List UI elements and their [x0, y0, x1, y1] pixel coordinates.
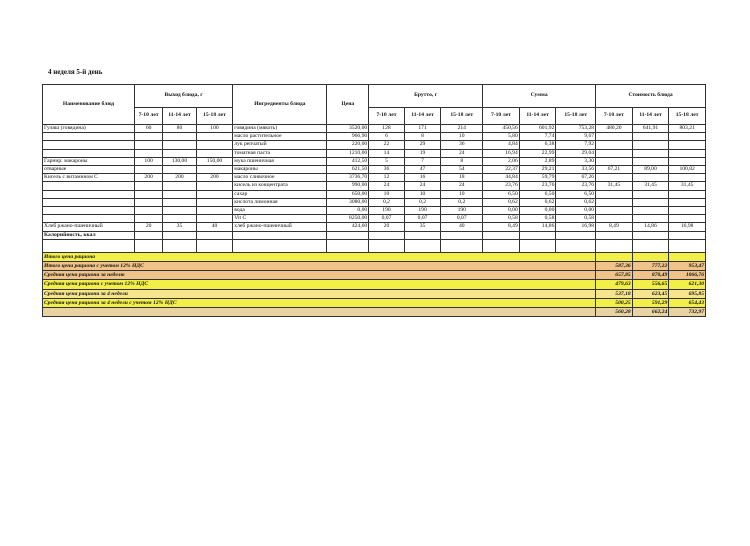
gross-cell: 5 [369, 157, 405, 165]
sum-cell: 4,84 [483, 141, 520, 149]
header-sum: Сумма [483, 85, 596, 108]
summary-label: Средняя цена рациона за 4 недели [43, 289, 596, 298]
cost-cell: 100,82 [669, 166, 706, 174]
summary-value: 587,36 [596, 262, 633, 271]
sum-cell: 22,37 [483, 166, 520, 174]
output-cell: 200 [196, 174, 233, 182]
gross-cell: 24 [404, 182, 441, 190]
cost-cell: 31,45 [632, 182, 669, 190]
cost-cell [669, 207, 706, 215]
cost-cell [596, 207, 633, 215]
output-cell [196, 198, 233, 206]
gross-cell: 14 [369, 149, 405, 157]
table-cell [596, 239, 633, 252]
summary-row [43, 252, 706, 261]
cost-cell [632, 141, 669, 149]
summary-value: 500,25 [596, 298, 633, 307]
output-cell [196, 149, 233, 157]
output-cell [163, 215, 196, 223]
price-cell: 1210,00 [327, 149, 369, 157]
cost-cell [669, 149, 706, 157]
output-cell [196, 215, 233, 223]
gross-cell: 19 [404, 149, 441, 157]
header-ingredients: Ингредиенты блюда [233, 85, 327, 125]
cost-cell [669, 133, 706, 141]
sum-cell: 33,56 [556, 166, 596, 174]
sum-cell: 9,67 [556, 133, 596, 141]
gross-cell: 20 [369, 223, 405, 231]
cost-cell: 89,00 [632, 166, 669, 174]
summary-label: Средняя цена рациона с учетом 12% НДС [43, 280, 596, 289]
gross-cell: 214 [441, 125, 483, 133]
summary-row [43, 289, 706, 298]
output-cell [135, 207, 163, 215]
gross-cell: 128 [369, 125, 405, 133]
price-cell: 412,50 [327, 157, 369, 165]
sum-cell: 8,49 [483, 223, 520, 231]
sum-cell: 450,56 [483, 125, 520, 133]
summary-value: 654,43 [669, 298, 706, 307]
summary-row [43, 262, 706, 271]
header-cost: Стоимость блюда [596, 85, 706, 108]
table-cell [556, 231, 596, 239]
output-cell [163, 141, 196, 149]
table-row [43, 182, 706, 190]
age-header: 7-10 лет [369, 108, 405, 125]
age-header: 15-18 лет [556, 108, 596, 125]
sum-cell: 6,38 [519, 141, 556, 149]
gross-cell: 18 [441, 174, 483, 182]
sum-cell: 601,92 [519, 125, 556, 133]
cost-cell [632, 207, 669, 215]
sum-cell: 2,06 [483, 157, 520, 165]
header-output: Выход блюда, г [135, 85, 233, 108]
output-cell: 80 [163, 125, 196, 133]
output-cell: 200 [135, 174, 163, 182]
summary-label: Итого цена рациона [43, 252, 596, 261]
table-cell [369, 231, 405, 239]
ingredient-cell: сахар [233, 190, 327, 198]
sum-cell: 59,79 [519, 174, 556, 182]
table-cell [43, 239, 135, 252]
price-cell: 650,00 [327, 190, 369, 198]
cost-cell [596, 215, 633, 223]
dish-name-cell [43, 182, 135, 190]
price-cell: 3736,70 [327, 174, 369, 182]
sum-cell: 7,92 [556, 141, 596, 149]
cost-cell: 480,20 [596, 125, 633, 133]
summary-value: 870,49 [632, 271, 669, 280]
gross-cell: 40 [441, 223, 483, 231]
summary-value: 591,29 [632, 298, 669, 307]
sum-cell: 23,76 [556, 182, 596, 190]
ingredient-cell: масло растительное [233, 133, 327, 141]
gross-cell: 22 [369, 141, 405, 149]
table-cell [196, 231, 233, 239]
cost-cell [669, 215, 706, 223]
age-header: 7-10 лет [596, 108, 633, 125]
table-row [43, 174, 706, 182]
output-cell: 150,00 [196, 157, 233, 165]
output-cell [163, 207, 196, 215]
price-cell: 424,60 [327, 223, 369, 231]
cost-cell [596, 141, 633, 149]
output-cell: 20 [135, 223, 163, 231]
gross-cell: 0,2 [369, 198, 405, 206]
age-header: 7-10 лет [135, 108, 163, 125]
gross-cell: 16 [404, 174, 441, 182]
sum-cell: 6,50 [483, 190, 520, 198]
output-cell [163, 182, 196, 190]
gross-cell: 24 [441, 182, 483, 190]
cost-cell [596, 190, 633, 198]
menu-table [42, 84, 706, 317]
output-cell [135, 198, 163, 206]
gross-cell: 190 [369, 207, 405, 215]
table-cell [404, 231, 441, 239]
summary-value: 953,47 [669, 262, 706, 271]
ingredient-cell: вода [233, 207, 327, 215]
sum-cell: 14,86 [519, 223, 556, 231]
summary-value [632, 252, 669, 261]
header-gross: Брутто, г [369, 85, 483, 108]
cost-cell: 31,45 [596, 182, 633, 190]
output-cell [135, 166, 163, 174]
cost-cell [632, 174, 669, 182]
ingredient-cell: кислота лимонная [233, 198, 327, 206]
price-cell: 220,00 [327, 141, 369, 149]
table-cell [233, 239, 327, 252]
sum-cell: 0,00 [483, 207, 520, 215]
cost-cell: 641,91 [632, 125, 669, 133]
cost-cell [669, 174, 706, 182]
table-cell [519, 231, 556, 239]
summary-value: 777,22 [632, 262, 669, 271]
table-row [43, 198, 706, 206]
dish-name-cell [43, 141, 135, 149]
cost-cell: 803,21 [669, 125, 706, 133]
ingredient-cell: лук репчатый [233, 141, 327, 149]
cost-cell [596, 198, 633, 206]
summary-label: Средняя цена рациона за 4 недели с учетом 12% НДС [43, 298, 596, 307]
sum-cell: 7,74 [519, 133, 556, 141]
cost-cell: 8,49 [596, 223, 633, 231]
summary-label [43, 308, 596, 317]
table-row [43, 125, 706, 133]
summary-value: 479,63 [596, 280, 633, 289]
table-cell [669, 239, 706, 252]
cost-cell: 14,86 [632, 223, 669, 231]
table-cell [632, 231, 669, 239]
cost-cell [632, 157, 669, 165]
table-row [43, 223, 706, 231]
cost-cell [669, 157, 706, 165]
sum-cell: 44,84 [483, 174, 520, 182]
sum-cell: 0,58 [556, 215, 596, 223]
output-cell: 40 [196, 223, 233, 231]
gross-cell: 24 [441, 149, 483, 157]
summary-value: 732,97 [669, 308, 706, 317]
header-dish: Наименование блюд [43, 85, 135, 125]
table-cell [669, 231, 706, 239]
table-row [43, 190, 706, 198]
table-row [43, 149, 706, 157]
gross-cell: 0,2 [441, 198, 483, 206]
table-cell [483, 239, 520, 252]
output-cell [163, 198, 196, 206]
cost-cell [632, 133, 669, 141]
table-cell [135, 231, 163, 239]
cost-cell [669, 198, 706, 206]
sum-cell: 0,62 [519, 198, 556, 206]
output-cell [196, 133, 233, 141]
sum-cell: 0,58 [483, 215, 520, 223]
cost-cell [632, 215, 669, 223]
table-cell [163, 239, 196, 252]
age-header: 11-14 лет [163, 108, 196, 125]
table-cell [163, 231, 196, 239]
table-row [43, 157, 706, 165]
gross-cell: 10 [441, 133, 483, 141]
ingredient-cell: томатная паста [233, 149, 327, 157]
output-cell [135, 190, 163, 198]
gross-cell: 0,07 [441, 215, 483, 223]
cost-cell [596, 157, 633, 165]
summary-value [596, 252, 633, 261]
summary-value: 621,30 [669, 280, 706, 289]
dish-name-cell [43, 207, 135, 215]
ingredient-cell: хлеб ржано-пшеничный [233, 223, 327, 231]
gross-cell: 0,07 [404, 215, 441, 223]
dish-name-cell: отварные [43, 166, 135, 174]
gross-cell: 171 [404, 125, 441, 133]
cost-cell: 31,45 [669, 182, 706, 190]
gross-cell: 10 [404, 190, 441, 198]
dish-name-cell [43, 215, 135, 223]
spacer-row [43, 239, 706, 252]
cost-cell [669, 190, 706, 198]
sum-cell: 29,21 [519, 166, 556, 174]
dish-name-cell: Хлеб ржано-пшеничный [43, 223, 135, 231]
ingredient-cell: масло сливочное [233, 174, 327, 182]
summary-row [43, 308, 706, 317]
summary-row [43, 298, 706, 307]
age-header: 11-14 лет [519, 108, 556, 125]
calorie-label: Калорийность, ккал [43, 231, 135, 239]
sum-cell: 67,26 [556, 174, 596, 182]
sum-cell: 0,58 [519, 215, 556, 223]
table-row [43, 141, 706, 149]
table-cell [404, 239, 441, 252]
dish-name-cell [43, 198, 135, 206]
output-cell [135, 149, 163, 157]
gross-cell: 35 [404, 223, 441, 231]
price-cell: 966,90 [327, 133, 369, 141]
gross-cell: 10 [441, 190, 483, 198]
sum-cell: 16,94 [483, 149, 520, 157]
cost-cell [632, 198, 669, 206]
cost-cell [596, 174, 633, 182]
ingredient-cell: Vit C [233, 215, 327, 223]
table-row [43, 207, 706, 215]
table-cell [327, 231, 369, 239]
summary-value: 556,65 [632, 280, 669, 289]
summary-value [669, 252, 706, 261]
cost-cell [596, 149, 633, 157]
price-cell: 990,00 [327, 182, 369, 190]
gross-cell: 54 [441, 166, 483, 174]
sum-cell: 0,62 [483, 198, 520, 206]
sum-cell: 2,89 [519, 157, 556, 165]
age-header: 15-18 лет [441, 108, 483, 125]
table-cell [135, 239, 163, 252]
summary-value: 623,45 [632, 289, 669, 298]
gross-cell: 36 [369, 166, 405, 174]
output-cell [196, 141, 233, 149]
dish-name-cell [43, 190, 135, 198]
gross-cell: 0,07 [369, 215, 405, 223]
summary-value: 662,24 [632, 308, 669, 317]
table-cell [519, 239, 556, 252]
gross-cell: 190 [441, 207, 483, 215]
gross-cell: 8 [441, 157, 483, 165]
age-header: 15-18 лет [196, 108, 233, 125]
gross-cell: 29 [404, 141, 441, 149]
output-cell: 130,00 [163, 157, 196, 165]
price-cell: 3520,00 [327, 125, 369, 133]
summary-label: Итого цена рациона с учетом 12% НДС [43, 262, 596, 271]
dish-name-cell [43, 149, 135, 157]
output-cell [163, 166, 196, 174]
table-row [43, 133, 706, 141]
output-cell [196, 207, 233, 215]
price-cell: 621,50 [327, 166, 369, 174]
output-cell: 200 [163, 174, 196, 182]
summary-row [43, 271, 706, 280]
ingredient-cell: мука пшеничная [233, 157, 327, 165]
gross-cell: 12 [369, 174, 405, 182]
output-cell [163, 190, 196, 198]
gross-cell: 6 [369, 133, 405, 141]
summary-value: 560,28 [596, 308, 633, 317]
header-price: Цена [327, 85, 369, 125]
table-row [43, 166, 706, 174]
output-cell: 60 [135, 125, 163, 133]
cost-cell [669, 141, 706, 149]
output-cell: 35 [163, 223, 196, 231]
cost-cell [632, 149, 669, 157]
output-cell [196, 166, 233, 174]
cost-cell: 16,98 [669, 223, 706, 231]
table-cell [441, 231, 483, 239]
output-cell [163, 133, 196, 141]
output-cell [135, 133, 163, 141]
gross-cell: 10 [369, 190, 405, 198]
dish-name-cell: Гуляш (говядина) [43, 125, 135, 133]
sum-cell: 16,98 [556, 223, 596, 231]
ingredient-cell: макароны [233, 166, 327, 174]
cost-cell: 67,21 [596, 166, 633, 174]
age-header: 11-14 лет [404, 108, 441, 125]
ingredient-cell: кисель из концентрата [233, 182, 327, 190]
ingredient-cell: говядина (мякоть) [233, 125, 327, 133]
table-cell [369, 239, 405, 252]
sum-cell: 6,50 [519, 190, 556, 198]
summary-value: 1066,76 [669, 271, 706, 280]
price-cell: 0,00 [327, 207, 369, 215]
table-cell [632, 239, 669, 252]
gross-cell: 8 [404, 133, 441, 141]
dish-name-cell: Кисель с витамином С [43, 174, 135, 182]
sum-cell: 23,76 [483, 182, 520, 190]
sum-cell: 5,80 [483, 133, 520, 141]
summary-value: 657,85 [596, 271, 633, 280]
table-cell [196, 239, 233, 252]
price-cell: 3080,00 [327, 198, 369, 206]
output-cell [135, 141, 163, 149]
table-cell [556, 239, 596, 252]
gross-cell: 47 [404, 166, 441, 174]
gross-cell: 7 [404, 157, 441, 165]
output-cell [135, 215, 163, 223]
table-cell [483, 231, 520, 239]
sum-cell: 0,00 [556, 207, 596, 215]
summary-value: 695,85 [669, 289, 706, 298]
age-header: 15-18 лет [669, 108, 706, 125]
output-cell [196, 190, 233, 198]
gross-cell: 190 [404, 207, 441, 215]
sum-cell: 3,30 [556, 157, 596, 165]
gross-cell: 36 [441, 141, 483, 149]
sum-cell: 6,50 [556, 190, 596, 198]
table-cell [233, 231, 327, 239]
sum-cell: 0,00 [519, 207, 556, 215]
output-cell [163, 149, 196, 157]
output-cell [196, 182, 233, 190]
sum-cell: 22,99 [519, 149, 556, 157]
output-cell: 100 [135, 157, 163, 165]
summary-row [43, 280, 706, 289]
output-cell: 100 [196, 125, 233, 133]
age-header: 7-10 лет [483, 108, 520, 125]
sum-cell: 29,04 [556, 149, 596, 157]
page-title: 4 неделя 5-й день [48, 68, 103, 76]
summary-value: 537,18 [596, 289, 633, 298]
output-cell [135, 182, 163, 190]
price-cell: 8250,00 [327, 215, 369, 223]
table-cell [596, 231, 633, 239]
dish-name-cell [43, 133, 135, 141]
table-row [43, 215, 706, 223]
table-cell [327, 239, 369, 252]
gross-cell: 0,2 [404, 198, 441, 206]
table-cell [441, 239, 483, 252]
sum-cell: 0,62 [556, 198, 596, 206]
summary-label: Средняя цена рациона за неделю [43, 271, 596, 280]
age-header: 11-14 лет [632, 108, 669, 125]
sum-cell: 23,76 [519, 182, 556, 190]
gross-cell: 24 [369, 182, 405, 190]
dish-name-cell: Гарнир: макароны [43, 157, 135, 165]
cost-cell [596, 133, 633, 141]
calorie-row [43, 231, 706, 239]
sum-cell: 753,28 [556, 125, 596, 133]
cost-cell [632, 190, 669, 198]
